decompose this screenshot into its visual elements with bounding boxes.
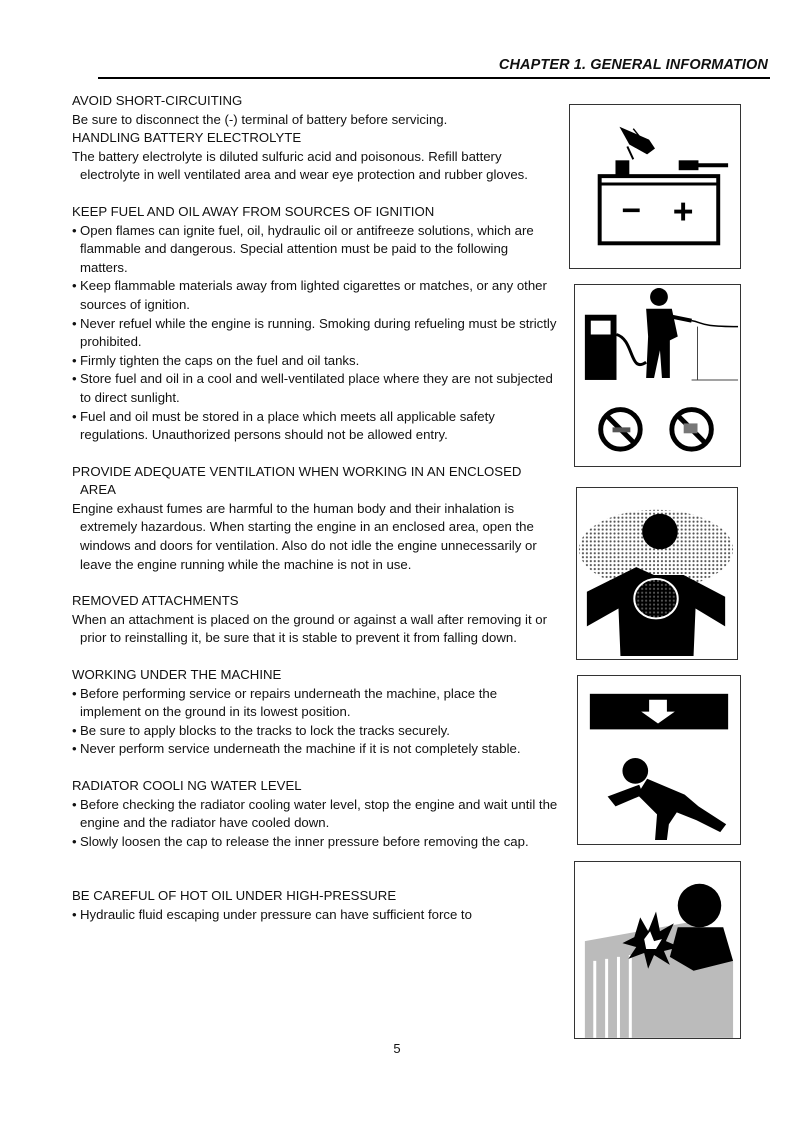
bullet-item: • Before performing service or repairs underneath the machine, place the implement on the ground in its lowest position.: [72, 685, 558, 722]
exhaust-fumes-icon: [576, 487, 738, 660]
section-under-machine: [72, 666, 558, 759]
section-paragraph: Engine exhaust fumes are harmful to the human body and their inhalation is extremely hazardous. When starting the engine in an enclosed area, open the windows and doors for ventilation. Also do not idle the engine unnecessarily or leave the engine running while the machine is not in use.: [72, 500, 537, 572]
battery-spark-icon: [569, 104, 741, 269]
bullet-item: • Never refuel while the engine is running. Smoking during refueling must be strictly prohibited.: [72, 315, 558, 352]
section-radiator: [72, 777, 558, 851]
section-heading: BE CAREFUL OF HOT OIL UNDER HIGH-PRESSURE: [72, 888, 397, 904]
bullet-item: • Never perform service underneath the machine if it is not completely stable.: [72, 740, 558, 759]
section-heading: RADIATOR COOLI NG WATER LEVEL: [72, 778, 302, 793]
header-rule: [98, 77, 770, 79]
section-fuel-ignition: [72, 203, 558, 445]
bullet-item: • Before checking the radiator cooling water level, stop the engine and wait until the engine and the radiator have cooled down.: [72, 796, 558, 833]
plus-sign: +: [672, 191, 694, 232]
bullet-item: • Be sure to apply blocks to the tracks to lock the tracks securely.: [72, 722, 558, 741]
bullet-item: • Store fuel and oil in a cool and well-ventilated place where they are not subjected to direct sunlight.: [72, 370, 558, 407]
body-text: [72, 92, 558, 925]
bullet-item: • Fuel and oil must be stored in a place which meets all applicable safety regulations. Unauthorized persons should not be allowed entry.: [72, 408, 558, 445]
bullet-item: • Keep flammable materials away from lighted cigarettes or matches, or any other sources of ignition.: [72, 277, 558, 314]
chapter-title: CHAPTER 1. GENERAL INFORMATION: [498, 57, 768, 73]
bullet-item: • Open flames can ignite fuel, oil, hydraulic oil or antifreeze solutions, which are flammable and dangerous. Special attention must be paid to the following matters.: [72, 222, 558, 278]
bullet-item: • Hydraulic fluid escaping under pressure can have sufficient force to: [72, 906, 558, 925]
bullet-item: • Firmly tighten the caps on the fuel and oil tanks.: [72, 352, 558, 371]
bullet-item: • Slowly loosen the cap to release the inner pressure before removing the cap.: [72, 833, 558, 852]
section-paragraph: Be sure to disconnect the (-) terminal of battery before servicing.: [72, 111, 448, 127]
section-removed-attachments: [72, 592, 558, 648]
radiator-hot-icon: [574, 861, 741, 1039]
section-short-circuit: [72, 92, 558, 185]
section-ventilation: [72, 463, 558, 575]
section-heading: KEEP FUEL AND OIL AWAY FROM SOURCES OF IGNITION: [72, 203, 435, 219]
section-heading: WORKING UNDER THE MACHINE: [72, 667, 282, 683]
section-heading: PROVIDE ADEQUATE VENTILATION WHEN WORKING IN AN ENCLOSED AREA: [72, 463, 522, 498]
section-paragraph: When an attachment is placed on the ground or against a wall after removing it or prior to reinstalling it, be sure that it is stable to prevent it from falling down.: [72, 611, 548, 646]
section-paragraph: The battery electrolyte is diluted sulfuric acid and poisonous. Refill battery electrolyte in well ventilated area and wear eye protection and rubber gloves.: [72, 148, 528, 183]
section-heading: HANDLING BATTERY ELECTROLYTE: [72, 130, 302, 146]
section-hot-oil: [72, 887, 558, 924]
section-heading: AVOID SHORT-CIRCUITING: [72, 93, 243, 108]
falling-object-icon: [577, 675, 741, 845]
section-heading: REMOVED ATTACHMENTS: [72, 593, 239, 609]
page-number: 5: [393, 1041, 401, 1056]
refueling-no-smoking-icon: [574, 284, 741, 467]
minus-sign: −: [621, 192, 642, 230]
